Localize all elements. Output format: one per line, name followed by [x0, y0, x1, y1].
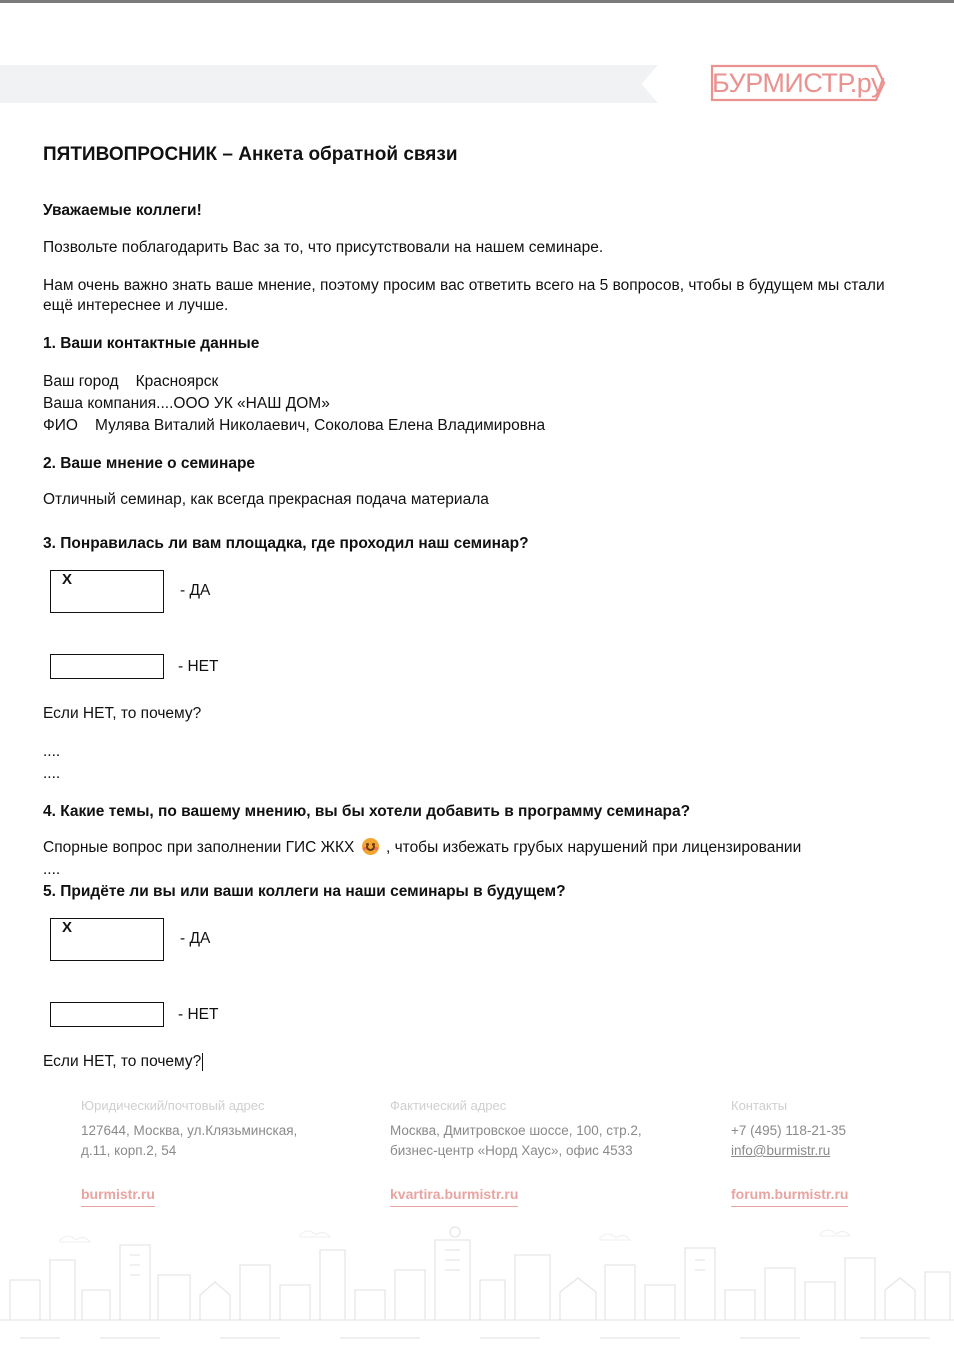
question-5-heading: 5. Придёте ли вы или ваши коллеги на наши семинары в будущем? — [43, 883, 566, 900]
company-field[interactable]: Ваша компания....ООО УК «НАШ ДОМ» — [43, 395, 330, 412]
footer-actual-line-1: Москва, Дмитровское шоссе, 100, стр.2, — [390, 1123, 642, 1138]
footer-link-forum[interactable]: forum.burmistr.ru — [731, 1186, 848, 1207]
question-4-answer[interactable] — [43, 838, 801, 858]
q3-yes-label: - ДА — [180, 582, 211, 599]
footer-legal-line-2: д.11, корп.2, 54 — [81, 1143, 177, 1158]
smiling-face-icon — [362, 838, 379, 855]
q5-if-no-prompt: Если НЕТ, то почему? — [43, 1053, 202, 1070]
greeting: Уважаемые коллеги! — [43, 202, 202, 219]
city-label: Ваш город — [43, 373, 119, 390]
question-2-answer[interactable]: Отличный семинар, как всегда прекрасная подача материала — [43, 491, 489, 508]
footer-contacts-heading: Контакты — [731, 1098, 788, 1113]
top-border — [0, 0, 954, 3]
brand-logo[interactable] — [710, 64, 886, 102]
footer-phone[interactable]: +7 (495) 118-21-35 — [731, 1123, 846, 1138]
question-4-heading: 4. Какие темы, по вашему мнению, вы бы хотели добавить в программу семинара? — [43, 803, 691, 820]
fio-field[interactable] — [43, 416, 545, 436]
city-skyline-illustration — [0, 1220, 954, 1356]
question-2-heading: 2. Ваше мнение о семинаре — [43, 455, 256, 472]
q3-answer-dots-2[interactable]: .... — [43, 765, 61, 782]
footer-legal-line-1: 127644, Москва, ул.Клязьминская, — [81, 1123, 298, 1138]
q4-answer-dots[interactable]: .... — [43, 861, 61, 878]
header-banner — [0, 65, 658, 103]
fio-label: ФИО — [43, 417, 78, 434]
city-field[interactable] — [43, 372, 218, 392]
q5-no-label: - НЕТ — [178, 1006, 219, 1023]
footer-link-burmistr[interactable]: burmistr.ru — [81, 1186, 155, 1207]
q3-if-no-prompt: Если НЕТ, то почему? — [43, 705, 202, 722]
intro-paragraph-2-line-1: Нам очень важно знать ваше мнение, поэтому просим вас ответить всего на 5 вопросов, чтобы в будущем мы стали — [43, 277, 885, 294]
footer-legal-heading: Юридический/почтовый адрес — [81, 1098, 265, 1113]
q3-no-label: - НЕТ — [178, 658, 219, 675]
page-title: ПЯТИВОПРОСНИК – Анкета обратной связи — [43, 144, 458, 165]
intro-paragraph-1: Позвольте поблагодарить Вас за то, что присутствовали на нашем семинаре. — [43, 239, 604, 256]
question-1-heading: 1. Ваши контактные данные — [43, 335, 260, 352]
q5-no-checkbox[interactable] — [50, 1002, 164, 1027]
text-cursor — [202, 1053, 203, 1071]
footer-link-kvartira[interactable]: kvartira.burmistr.ru — [390, 1186, 518, 1207]
footer-actual-line-2: бизнес-центр «Норд Хаус», офис 4533 — [390, 1143, 633, 1158]
q4-answer-part-1: Спорные вопрос при заполнении ГИС ЖКХ — [43, 839, 355, 856]
q5-yes-mark: X — [62, 919, 73, 936]
city-value: Красноярск — [135, 373, 219, 390]
footer-actual-heading: Фактический адрес — [390, 1098, 507, 1113]
q3-answer-dots-1[interactable]: .... — [43, 743, 61, 760]
question-3-heading: 3. Понравилась ли вам площадка, где проходил наш семинар? — [43, 535, 529, 552]
fio-value: Мулява Виталий Николаевич, Соколова Елена Владимировна — [94, 417, 546, 434]
q3-yes-checkbox[interactable] — [50, 570, 164, 613]
q5-if-no-field[interactable] — [43, 1052, 203, 1072]
q4-answer-part-2: , чтобы избежать грубых нарушений при лицензировании — [385, 839, 802, 856]
logo-text: БУРМИСТР.ру — [711, 68, 885, 98]
intro-paragraph-2-line-2: ещё интереснее и лучше. — [43, 297, 229, 314]
footer-email-link[interactable]: info@burmistr.ru — [731, 1143, 831, 1158]
q3-no-checkbox[interactable] — [50, 654, 164, 679]
q5-yes-checkbox[interactable] — [50, 918, 164, 961]
q5-yes-label: - ДА — [180, 930, 211, 947]
q3-yes-mark: X — [62, 571, 73, 588]
